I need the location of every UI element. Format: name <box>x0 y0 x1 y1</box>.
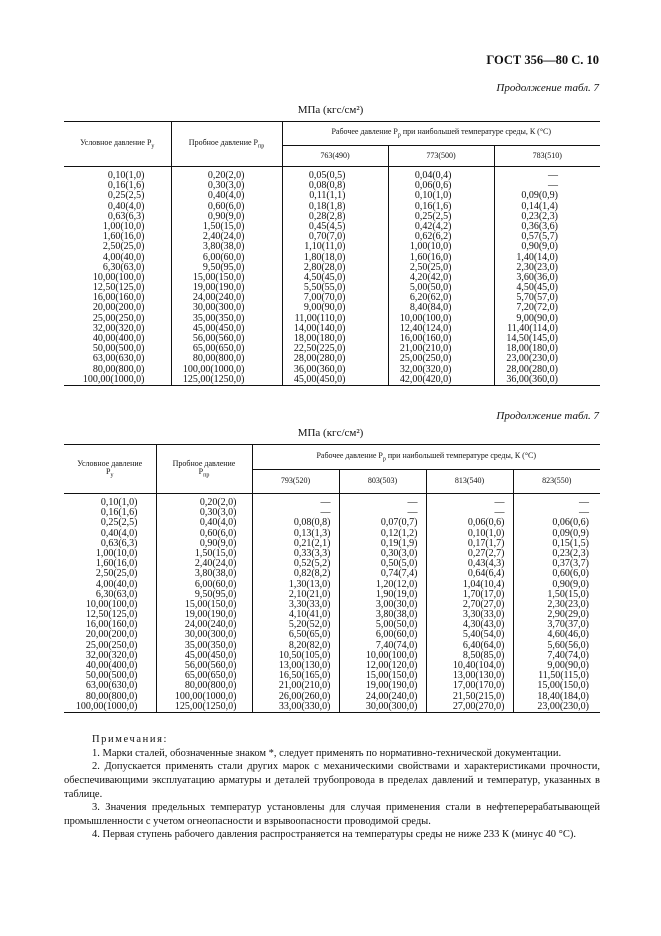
table-cell: 16,00(160,0) <box>388 334 494 344</box>
header-temp: 773(500) <box>388 146 494 167</box>
table-cell: 100,00(1000,0) <box>171 365 282 375</box>
table-cell: 0,40(4,0) <box>171 191 282 201</box>
table-cell: 0,09(0,9) <box>513 529 600 539</box>
header-test-pressure: Пробное давление $P_{пр}$ <box>156 445 252 494</box>
table-cell: 13,00(130,0) <box>426 671 513 681</box>
table-cell: 18,40(184,0) <box>513 692 600 702</box>
table-cell: 42,00(420,0) <box>388 375 494 386</box>
table-cell: 65,00(650,0) <box>171 344 282 354</box>
table-cell: 0,57(5,7) <box>494 232 600 242</box>
table-cell: 30,00(300,0) <box>339 702 426 713</box>
table-unit: МПа (кгс/см²) <box>297 104 364 116</box>
table-cell: 32,00(320,0) <box>85 649 138 661</box>
table-cell: 0,62(6,2) <box>388 232 494 242</box>
header-conditional-pressure: Условное давление $P_y$ <box>64 445 156 494</box>
table-cell: 0,45(4,5) <box>282 222 388 232</box>
table-cell: 14,50(145,0) <box>494 334 600 344</box>
table-cell: 3,60(36,0) <box>494 273 600 283</box>
table-cell: 0,15(1,5) <box>513 539 600 549</box>
table-cell: — <box>426 508 513 518</box>
table-cell: 2,70(27,0) <box>426 600 513 610</box>
table-cell: 15,00(150,0) <box>171 273 282 283</box>
table-cell: 0,63(6,3) <box>100 537 138 549</box>
header-temp: 803(503) <box>339 470 426 494</box>
table-cell: 0,70(7,0) <box>282 232 388 242</box>
table-cell: 9,50(95,0) <box>171 263 282 273</box>
table-cell: 0,40(4,0) <box>107 200 145 212</box>
table-cell: 35,00(350,0) <box>171 314 282 324</box>
table-cell: 7,20(72,0) <box>494 303 600 313</box>
table-cell: 12,50(125,0) <box>92 282 145 294</box>
table-cell: 125,00(1250,0) <box>171 375 282 386</box>
table-cell: 9,00(90,0) <box>282 303 388 313</box>
table-cell: 0,07(0,7) <box>339 518 426 528</box>
table-cell: 32,00(320,0) <box>388 365 494 375</box>
table-cell: 0,10(1,0) <box>107 170 145 181</box>
table-cell: 0,23(2,3) <box>494 212 600 222</box>
table-cell: 1,30(13,0) <box>252 580 339 590</box>
table-cell: 6,50(65,0) <box>252 630 339 640</box>
table-cell: 27,00(270,0) <box>426 702 513 713</box>
table-cell: 21,00(210,0) <box>252 681 339 691</box>
table-cell: 21,50(215,0) <box>426 692 513 702</box>
table-cell: 5,20(52,0) <box>252 620 339 630</box>
table-cell: 0,18(1,8) <box>282 202 388 212</box>
table-cell: 0,37(3,7) <box>513 559 600 569</box>
table-cell: 0,06(0,6) <box>388 181 494 191</box>
table-cell: 10,00(100,0) <box>339 651 426 661</box>
table-cell: 4,00(40,0) <box>95 578 138 590</box>
table-cell: 25,00(250,0) <box>388 354 494 364</box>
table-cell: 3,30(33,0) <box>426 610 513 620</box>
table-cell: 10,00(100,0) <box>85 598 138 610</box>
table-row <box>64 494 600 509</box>
table-cell: 100,00(1000,0) <box>156 692 252 702</box>
note-item: 2. Допускается применять стали других марок с механическими свойствами и характеристиками прочности, обеспечивающими эксплуатацию арматуры и деталей трубопровода в пределах давлений и температур, указанных в таблице. <box>64 761 600 800</box>
header-conditional-pressure: Условное давление $P_y$ <box>64 122 171 167</box>
header-test-pressure: Пробное давление $P_{пр}$ <box>171 122 282 167</box>
table-cell: 19,00(190,0) <box>339 681 426 691</box>
table-cell: 0,90(9,0) <box>494 242 600 252</box>
table-cell: 1,60(16,0) <box>388 253 494 263</box>
table-row <box>64 242 600 252</box>
table-cell: 45,00(450,0) <box>156 651 252 661</box>
table-cell: 28,00(280,0) <box>494 365 600 375</box>
table-cell: 2,40(24,0) <box>171 232 282 242</box>
table-cell: 22,50(225,0) <box>282 344 388 354</box>
table-cell: 1,60(16,0) <box>102 231 145 243</box>
table-cell: 8,40(84,0) <box>388 303 494 313</box>
table-cell: 0,16(1,6) <box>107 180 145 192</box>
table-cell: 0,16(1,6) <box>388 202 494 212</box>
table-cell: 1,40(14,0) <box>494 253 600 263</box>
table-cell: 0,28(2,8) <box>282 212 388 222</box>
table-cell: 40,00(400,0) <box>85 660 138 671</box>
table-cell: 8,20(82,0) <box>252 641 339 651</box>
table-cell: 30,00(300,0) <box>171 303 282 313</box>
table-cell: 1,90(19,0) <box>339 590 426 600</box>
table-cell: 6,30(63,0) <box>95 588 138 600</box>
table-cell: 0,50(5,0) <box>339 559 426 569</box>
header-working-pressure: Рабочее давление $P_р$ при наибольшей температуре среды, К (°С) <box>252 445 600 470</box>
table-cell: 7,00(70,0) <box>282 293 388 303</box>
table-cell: 16,00(160,0) <box>85 619 138 631</box>
table-cell: 11,50(115,0) <box>513 671 600 681</box>
table-cell: — <box>339 494 426 509</box>
table-cell: — <box>494 181 600 191</box>
table-cell: 0,27(2,7) <box>426 549 513 559</box>
table-cell: 0,60(6,0) <box>156 529 252 539</box>
table-row <box>64 580 600 590</box>
table-cell: 4,50(45,0) <box>494 283 600 293</box>
table-cell: 56,00(560,0) <box>171 334 282 344</box>
table-cell: 23,00(230,0) <box>494 354 600 364</box>
header-temp: 783(510) <box>494 146 600 167</box>
table-cell: 6,40(64,0) <box>426 641 513 651</box>
table-cell: 1,04(10,4) <box>426 580 513 590</box>
table-cell: — <box>339 508 426 518</box>
table-cell: 11,00(110,0) <box>282 314 388 324</box>
table-cell: 15,00(150,0) <box>339 671 426 681</box>
table-row <box>64 167 600 182</box>
table-row <box>64 610 600 620</box>
table-cell: 23,00(230,0) <box>513 702 600 713</box>
table-row <box>64 549 600 559</box>
table-cell: 0,10(1,0) <box>100 497 138 508</box>
table-cell: 0,36(3,6) <box>494 222 600 232</box>
table-row <box>64 661 600 671</box>
table-cell: 45,00(450,0) <box>171 324 282 334</box>
table-cell: 0,06(0,6) <box>513 518 600 528</box>
table-cell: 0,08(0,8) <box>252 518 339 528</box>
table-cell: 15,00(150,0) <box>156 600 252 610</box>
table-cell: 40,00(400,0) <box>92 333 145 344</box>
table-cell: 10,40(104,0) <box>426 661 513 671</box>
table-cell: 18,00(180,0) <box>282 334 388 344</box>
table-cell: 28,00(280,0) <box>282 354 388 364</box>
pressure-table-2 <box>64 444 600 713</box>
table-cell: 0,11(1,1) <box>282 191 388 201</box>
table-cell: 0,30(3,0) <box>156 508 252 518</box>
table-cell: 20,00(200,0) <box>92 302 145 314</box>
table-cell: 3,70(37,0) <box>513 620 600 630</box>
table-cell: 2,80(28,0) <box>282 263 388 273</box>
table-cell: 5,00(50,0) <box>339 620 426 630</box>
table-row <box>64 559 600 569</box>
table-cell: 0,74(7,4) <box>339 569 426 579</box>
table-cell: 6,30(63,0) <box>102 261 145 273</box>
table-cell: 80,00(800,0) <box>156 681 252 691</box>
table-cell: 100,00(1000,0) <box>64 375 171 386</box>
table-cell: 10,00(100,0) <box>388 314 494 324</box>
note-item: 1. Марки сталей, обозначенные знаком *, следует применять по нормативно-технической документации. <box>92 747 562 759</box>
header-temp: 763(490) <box>282 146 388 167</box>
table-cell: 1,50(15,0) <box>171 222 282 232</box>
table-cell: 6,20(62,0) <box>388 293 494 303</box>
table-cell: 6,00(60,0) <box>171 253 282 263</box>
table-cell: 0,16(1,6) <box>100 507 138 519</box>
table-cell: 1,70(17,0) <box>426 590 513 600</box>
table-cell: 56,00(560,0) <box>156 661 252 671</box>
table-cell: 2,50(25,0) <box>102 241 145 253</box>
table-cell: 0,19(1,9) <box>339 539 426 549</box>
table-cell: 0,64(6,4) <box>426 569 513 579</box>
table-cell: — <box>426 494 513 509</box>
table-cell: 3,80(38,0) <box>171 242 282 252</box>
table-continuation-label: Продолжение табл. 7 <box>496 82 599 94</box>
table-cell: 0,20(2,0) <box>171 167 282 182</box>
table-cell: 3,30(33,0) <box>252 600 339 610</box>
header-temp: 793(520) <box>252 470 339 494</box>
table-cell: 16,00(160,0) <box>92 292 145 304</box>
table-cell: 0,40(4,0) <box>156 518 252 528</box>
table-cell: 1,00(10,0) <box>388 242 494 252</box>
note-item: 3. Значения предельных температур установлены для случая применения стали в нефтеперерабатывающей промышленности с учетом огнеопасности и взрывоопасности проводимой среды. <box>64 802 600 827</box>
table-cell: 80,00(800,0) <box>85 690 138 702</box>
table-cell: 4,60(46,0) <box>513 630 600 640</box>
table-cell: 0,14(1,4) <box>494 202 600 212</box>
table-cell: 2,30(23,0) <box>494 263 600 273</box>
table-cell: 7,40(74,0) <box>513 651 600 661</box>
table-cell: 18,00(180,0) <box>494 344 600 354</box>
table-cell: 4,00(40,0) <box>102 251 145 263</box>
table-row <box>64 539 600 549</box>
table-cell: 2,90(29,0) <box>513 610 600 620</box>
table-cell: 5,50(55,0) <box>282 283 388 293</box>
table-cell: 12,40(124,0) <box>388 324 494 334</box>
table-cell: 80,00(800,0) <box>171 354 282 364</box>
table-cell: 0,52(5,2) <box>252 559 339 569</box>
table-cell: 0,30(3,0) <box>171 181 282 191</box>
table-cell: 10,50(105,0) <box>252 651 339 661</box>
table-cell: 25,00(250,0) <box>85 639 138 651</box>
table-cell: 7,40(74,0) <box>339 641 426 651</box>
pressure-table-1 <box>64 121 600 386</box>
table-cell: 65,00(650,0) <box>156 671 252 681</box>
table-row <box>64 529 600 539</box>
table-row <box>64 590 600 600</box>
table-cell: 1,00(10,0) <box>95 547 138 559</box>
table-row <box>64 692 600 702</box>
table-cell: 0,33(3,3) <box>252 549 339 559</box>
table-cell: 4,10(41,0) <box>252 610 339 620</box>
page-header: ГОСТ 356—80 С. 10 <box>486 53 599 67</box>
notes <box>64 733 600 842</box>
header-temp: 813(540) <box>426 470 513 494</box>
table-cell: — <box>252 494 339 509</box>
table-cell: 50,00(500,0) <box>85 670 138 682</box>
table-cell: 17,00(170,0) <box>426 681 513 691</box>
table-cell: 24,00(240,0) <box>339 692 426 702</box>
table-row <box>64 630 600 640</box>
table-cell: 20,00(200,0) <box>85 629 138 641</box>
table-cell: 8,50(85,0) <box>426 651 513 661</box>
table-cell: 15,00(150,0) <box>513 681 600 691</box>
table-cell: 36,00(360,0) <box>494 375 600 386</box>
table-cell: 32,00(320,0) <box>92 322 145 334</box>
table-row <box>64 651 600 661</box>
table-row <box>64 600 600 610</box>
table-cell: 0,13(1,3) <box>252 529 339 539</box>
table-cell: 36,00(360,0) <box>282 365 388 375</box>
notes-title: Примечания: <box>92 734 169 745</box>
table-cell: 0,40(4,0) <box>100 527 138 539</box>
table-cell: 0,25(2,5) <box>107 190 145 202</box>
table-cell: 0,60(6,0) <box>171 202 282 212</box>
table-continuation-label: Продолжение табл. 7 <box>496 410 599 422</box>
table-cell: 0,43(4,3) <box>426 559 513 569</box>
table-cell: 1,00(10,0) <box>102 220 145 232</box>
table-cell: 0,42(4,2) <box>388 222 494 232</box>
table-cell: 0,90(9,0) <box>513 580 600 590</box>
table-cell: 1,20(12,0) <box>339 580 426 590</box>
table-cell: 4,20(42,0) <box>388 273 494 283</box>
table-cell: 0,30(3,0) <box>339 549 426 559</box>
table-cell: 0,05(0,5) <box>282 167 388 182</box>
table-cell: 3,00(30,0) <box>339 600 426 610</box>
table-cell: 125,00(1250,0) <box>156 702 252 713</box>
table-cell: 0,90(9,0) <box>171 212 282 222</box>
table-cell: 33,00(330,0) <box>252 702 339 713</box>
table-cell: 63,00(630,0) <box>92 353 145 365</box>
table-row <box>64 671 600 681</box>
table-cell: 3,80(38,0) <box>339 610 426 620</box>
table-cell: 19,00(190,0) <box>156 610 252 620</box>
table-cell: 45,00(450,0) <box>282 375 388 386</box>
table-row <box>64 508 600 518</box>
table-cell: 0,06(0,6) <box>426 518 513 528</box>
table-cell: 0,25(2,5) <box>388 212 494 222</box>
table-cell: 0,08(0,8) <box>282 181 388 191</box>
table-cell: 9,50(95,0) <box>156 590 252 600</box>
table-cell: 35,00(350,0) <box>156 641 252 651</box>
table-cell: 12,00(120,0) <box>339 661 426 671</box>
table-cell: 0,23(2,3) <box>513 549 600 559</box>
table-cell: 30,00(300,0) <box>156 630 252 640</box>
table-cell: 5,60(56,0) <box>513 641 600 651</box>
header-temp: 823(550) <box>513 470 600 494</box>
table-cell: 6,00(60,0) <box>156 580 252 590</box>
header-working-pressure: Рабочее давление $P_р$ при наибольшей температуре среды, К (°С) <box>282 122 600 146</box>
table-unit: МПа (кгс/см²) <box>297 427 364 439</box>
table-cell: 1,50(15,0) <box>156 549 252 559</box>
table-cell: — <box>252 508 339 518</box>
table-cell: 0,25(2,5) <box>100 517 138 529</box>
table-cell: 26,00(260,0) <box>252 692 339 702</box>
table-row <box>64 375 600 386</box>
table-cell: 21,00(210,0) <box>388 344 494 354</box>
table-cell: 5,00(50,0) <box>388 283 494 293</box>
table-cell: 0,20(2,0) <box>156 494 252 509</box>
table-cell: 2,30(23,0) <box>513 600 600 610</box>
table-cell: — <box>494 167 600 182</box>
table-cell: 63,00(630,0) <box>85 680 138 692</box>
table-cell: 0,04(0,4) <box>388 167 494 182</box>
table-cell: 50,00(500,0) <box>92 343 145 355</box>
table-cell: 0,63(6,3) <box>107 210 145 222</box>
table-cell: 4,50(45,0) <box>282 273 388 283</box>
table-row <box>64 518 600 528</box>
table-cell: 6,00(60,0) <box>339 630 426 640</box>
table-cell: 0,10(1,0) <box>426 529 513 539</box>
table-row <box>64 681 600 691</box>
table-row <box>64 702 600 713</box>
table-cell: 13,00(130,0) <box>252 661 339 671</box>
table-row <box>64 569 600 579</box>
table-cell: 19,00(190,0) <box>171 283 282 293</box>
table-cell: 0,21(2,1) <box>252 539 339 549</box>
table-cell: 25,00(250,0) <box>92 312 145 324</box>
table-cell: — <box>513 494 600 509</box>
table-cell: 9,00(90,0) <box>513 661 600 671</box>
table-cell: 0,60(6,0) <box>513 569 600 579</box>
table-cell: 14,00(140,0) <box>282 324 388 334</box>
table-cell: 5,70(57,0) <box>494 293 600 303</box>
table-cell: — <box>513 508 600 518</box>
table-row <box>64 641 600 651</box>
table-cell: 1,80(18,0) <box>282 253 388 263</box>
table-cell: 3,80(38,0) <box>156 569 252 579</box>
table-cell: 0,17(1,7) <box>426 539 513 549</box>
table-cell: 0,82(8,2) <box>252 569 339 579</box>
table-cell: 4,30(43,0) <box>426 620 513 630</box>
table-cell: 2,50(25,0) <box>388 263 494 273</box>
table-cell: 0,90(9,0) <box>156 539 252 549</box>
table-cell: 0,10(1,0) <box>388 191 494 201</box>
table-cell: 2,40(24,0) <box>156 559 252 569</box>
table-cell: 16,50(165,0) <box>252 671 339 681</box>
table-cell: 1,60(16,0) <box>95 558 138 570</box>
table-cell: 0,09(0,9) <box>494 191 600 201</box>
table-cell: 80,00(800,0) <box>92 363 145 375</box>
table-cell: 1,10(11,0) <box>282 242 388 252</box>
table-cell: 10,00(100,0) <box>92 271 145 283</box>
table-cell: 24,00(240,0) <box>171 293 282 303</box>
table-cell: 11,40(114,0) <box>494 324 600 334</box>
table-cell: 12,50(125,0) <box>85 609 138 621</box>
table-cell: 100,00(1000,0) <box>64 702 156 713</box>
table-cell: 24,00(240,0) <box>156 620 252 630</box>
table-cell: 2,50(25,0) <box>95 568 138 580</box>
note-item: 4. Первая ступень рабочего давления распространяется на температуры среды не ниже 233 К (минус 40 °С). <box>92 829 576 841</box>
table-cell: 0,12(1,2) <box>339 529 426 539</box>
table-cell: 2,10(21,0) <box>252 590 339 600</box>
table-cell: 5,40(54,0) <box>426 630 513 640</box>
table-cell: 9,00(90,0) <box>494 314 600 324</box>
table-cell: 1,50(15,0) <box>513 590 600 600</box>
table-row <box>64 620 600 630</box>
